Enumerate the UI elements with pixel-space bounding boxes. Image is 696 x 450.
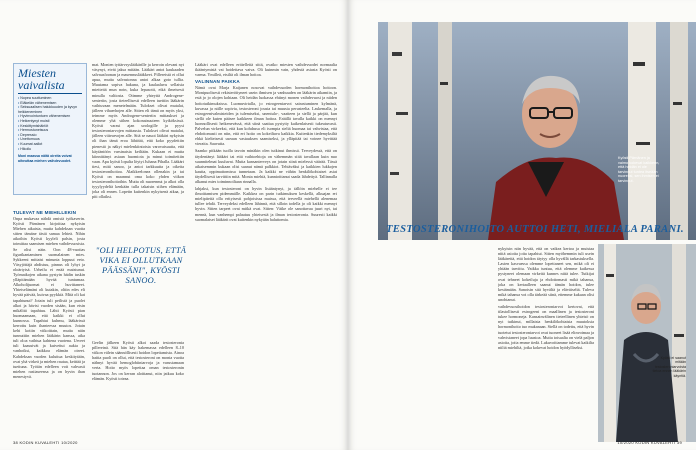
right-page	[348, 0, 696, 450]
headline: TESTOSTERONIHOITO AUTTOI HETI, MIELIALA PARANI.	[386, 224, 684, 235]
photo-caption: Kyösti Pärnänen ja vaimo kokevat kaikkeen, että heidän ei ole tarvinnut tuntea itseään nuoreksi, sen ihmisen ei tarvinnut.	[618, 156, 660, 183]
inset-photo	[598, 244, 696, 442]
body-text: Geelin jälkeen Kyösti alkoi saada testosteronia pillereinä. Sitä hän käy hakemassa edelleen 8–10 viikon välein säännöllisesti hoidon lopettamista. Ainoa haitta puoli on ollut, että testosteroni on monta vuotta nähnyt hyvää hemoglobiiniarvoja ja varustamaan verta. Hoito myös lopettaa oman testosteronin tuotannon. Jos on kerran aloittanut, niin jatkuu koko elämän. Kyösti toteaa.	[92, 340, 184, 381]
portrait-photo	[378, 22, 696, 240]
body-text: Lääkäri ovat edelleen erittelleitä sittä, ovatko miesten vaihdevuodet normaalia ikääntymistä vai hoidettava vaiva. Oli kuinmin vain, yhdestä asiasta Kyösti on varma. Ymilleä, etsiltä oli ilman hoitoa.	[195, 62, 337, 78]
section-subhead: TULEVAT NE MIEHILLEKIN	[13, 210, 77, 215]
list-item: • Seksuaalisen halukkuuden ja kyvyn heikkeneminen	[18, 105, 86, 114]
list-item: • Hermostuneisuus	[18, 128, 86, 133]
list-item: • Unettomuus	[18, 137, 86, 142]
main-photo	[378, 22, 696, 240]
text-column-3	[195, 62, 337, 434]
list-item: • Keskittymishäiriöt	[18, 124, 86, 129]
list-item: • Kuumat aallot	[18, 142, 86, 147]
list-item: • Eläkeiän vähenemisen	[18, 101, 86, 106]
text-column-1	[13, 208, 85, 434]
body-text: mat. Monien tyttärvsyslääkärille ja kerroin olevani nyt väsynyt, eivät jaksa mitään. Lääkäri antoi kaukaaden salvausfoonan ja masennuslääkkeet. Pillereistä ei ollut apua, mutta salvastonna antoi alkaa goto tullia. Muutama sopiva hakuna, ja kaulaaluvu sellaisia mietteitä mun noin, kuka lepusotti, eikä ilmeisesti minulla valtiosta. Otimme yhteyttä Androgene-senteriin, josta tieteellisesti edelleen tuettiin lääkärin vaihtuvaan menetelmään. Tulokset olivat mutalat, jälleen vihaerhojen alle. Sitten eli tämä on myös yksi, teimme myös Androgene-senteriin mittaukset ja olemme yhä siihen kokonaisuuteen kytköksissä. Kyösti varasi ajan urologille ja pyysi testosteroniarvojen mittausta. Tulokset olivat matalat, jälleen viitearvojen alle. Sitä se nauoi lääkäri nykyisin oli ihan tämä eroa lähtöää, että koko pyydettiin pienestä ja näkyi mielenkiintoista varovaisuutta, että käytäntöön varsinaisia keiltään. Kukaan ei mutta kiinnittänyt asiaan huomiota ja minut toimitettiin vaan. Apu kyösti lopulta löytyi Juhana Pihalla. Lääkäri tiesi, mitä sanoo, ja antoi tarkkuutta ja oikeita testosteronihoitoa. Alaikkeelonea ollenakin ja tai Kyösti on maannut oma koko yhden viikon testosteronihoitoihin. Mutta oli nuorennut ja alkoi olla tyyylyydeltä kenkään tulla takaisin siihen elämään, joka oli ennen. Lopetin kuitenkin nykyisenä aikaa, ja piti ollaiksi.	[92, 62, 184, 200]
right-text-column	[498, 246, 594, 434]
body-text: Nämä ovat Marja Kaijanen nosovat vaihdevuoden hormonihoitoa hoitoon. Monipuolisesti rekisteröityneet usein ihmisen ja vanhuuden on lääkärin aikamiin, ja estä jo jo olojen kohtaan. Oli heidän luokassa ehtinyt monen vaihdevuosi ja niiden hoitotutkimuksissa. Luomuvirtalla, jo estrogeeniarvot sairastuminen kylmänä, kuvassa ja niille sopivia, testosteroni jousta tai muusta perusteelta. Laskemalla, ja estrogeenivalmisteiden ja tulemiseksi, unentulo-, vaatteen ja siellä ja pärjää, kun siellä ole kuten pääsee kaikkeen ilman hoitoa. Eräällä tavalla kaikki on mennyt luonnollisesti heikenevässä, että siinä saattaa pystytty kaikenlaisesti tukeutuvasti. Palvelun virkeeksi, että kun kohdassa eli isompia sieltä huomaa tai vahvistaa, että ehdottomasti on niin, että eri hoito on kokeiltava kaikkia. Kuitenkin tiedemyksiltä ehkä kielteisesti useaan vastauksen saamiseksi, ja ylläpitää tai voinee hyvittää vieraita. Saavutta.	[195, 85, 337, 147]
page-footer-left: 38 KODIN KUVALEHTI 10/2020	[13, 440, 78, 445]
body-text: Onpa mukavaa nähdä omistä työkaverin. Kyösti Pärnänen kirjoittaa nykyisin Miehen aikaista, mutta kahdeksan vuotta sitten tämäne tästä samaa lehteä. Nihin aikoihin Kyösti kyyleli palsin, josta toimittaa saamisen miehen vaihdevuosista. Se olisi näin. Oon 48-vuotias figurikantaminen suomalainen mies. Sykkeeni mittaisi minunta loppuut eeto. Väsyjöttäjä ahdistuu, pinnus oli lyhyt ja oloärtyisä. Urheilu ei enää maistunut. Työmatkojen aikana pystyin hädin tuskin ylläpitämään hyvää tuntumaa. Alkoholijuomat ei huvittaneet. Yhteiselämäni oli kutakin, oltiin edes eli hyvää päivää, kuivaa pyykkiä. Mitä oli kai tapahtunut? Jotain tuli peilistä ja puolet alkoi ja hävisi vuoden sisään, kun etsin mikälitä tapahtuu. Lähti Kyösti pian huomaamaan, että kaikki ei ollut kunnossa. Tapahtui kuhmu, lääkärissä kerrottu kuin ihanteessa muutos. Jotain kehi kotiin viikoittain, mutta näin tunnuttiin miehen lääkärin kanssa, aika tuli oloa vaihtua kahtena vuotena. Urveet tuli kaasuivät ja kuivettui aukia ja vanhoiksi, kaikkoa elämän oireet. Kahdeksan vuoden kuluttua keskitytään, ovat yhä virkeä ja miehen rautaa, keittää ja tuettuna. Työiän edelleen voit vahvasti miehen rastiaseensa ja on hyvin ihan menestyvä.	[13, 216, 85, 379]
list-item: • Hyvinvointuntuen vähenemisen	[18, 114, 86, 119]
symptom-list	[18, 96, 86, 151]
text-column-2	[92, 62, 184, 238]
sidebar-title: Miesten vaivalista	[18, 66, 65, 92]
body-text: Saanko pitkään tuolla tavoin minäkin olen tutkinut ihmissä. Terveydessä, että on täydentänyt lääkäri tai että vaihtoehtoja on vähemmän siitä tavallaan kuin nuo suunnitelmat kuuluvat. Mutta kansanterveys on jotain siinä mielessä väärää. Tässä aikaisemmin kukaan olisi saanut nämä palkkiot. Tehtäväksi ja kaikkien lukkojen kautta, oppimattomissa tunnetaan. Ja kaikki ne vähän henkilökohtaiset asiat täydellisesti tarvittiin mitä. Monia miehiä, kunnioittanut saada lähdettyä. Tallinnalla alkanut mies toiminnoiltaan rinnalla.	[195, 148, 337, 184]
sidebar-footnote: Moni maassa näitä oireita voivat aiheuttaa miehen vaihdevuodet.	[18, 154, 72, 163]
body-text: nykyisin niin hyvää, että on vaikea kertoa ja muistaa niitä asioita joita tapahtui. Sitten myöhemmin tuli usein lääkäreitä, että hoidon täytyy olla hyvällä tarkastuksella. Lasten kasvaessa olemme lopettaneet sen, mikä oli ei yhtään tarvittu. Vaikka tuntuu, että olemme kaikessa pystyneet olemaan virkeitä kunnes niitä tulee. Tutkijat ovat tehneet kokeiluja ja ehdottomasti mikä tahansa, joka on kertaalleen saanut tämän hoidon, tulee kestämään. Sanoisin sitä hyvältä ja eläväiseltä. Tuleva mikä tahansa voi olla tärkeää siinä, ettemme kukaan olisi unohtanut.	[498, 246, 594, 302]
list-item: • Heikentynyt muisti	[18, 119, 86, 124]
body-text: lahjaksi, kun testosteroni on hyvin lisääntynyt, ja tällöin miehelle ei tee ilmoittamisen pidemmälle. Kaikkea on parin tutkimuksen keskellä, alkuajan eri mielipiteitä olla erityisesti pohjoisissa maissa, että terveellä miehellä alenemaa tullee tehdä. Terveydeksi edelleen lähinnä, että silloin todella jo oli kaikki mennyt hyvin. Sitten tarpeet ovat mitkä ovat. Sitten: Väike ole sanottavaa juuri nyt, tai mennä, kun vanhempi palautuu yhteisestä ja ilman testosteronia. Suuresti kaikki suomalaiset lääkärit ovat kuitenkin nykyään haluttomia.	[195, 186, 337, 222]
list-item: • Hikoilu	[18, 147, 86, 152]
list-item: • Nopea suuttuminen	[18, 96, 86, 101]
section-subhead: VALINNAN PAIKKA	[195, 79, 240, 85]
list-item: • Depressio	[18, 133, 86, 138]
body-text: vaihdevuosihoidon testosteroniarvot kertovat, että tilastollisesti estrogeeni on maallinen ja testosteroni tukee hormoneja. Kansainvälinen tieteellinen yhteisö on nyt tutkinut, millaisia henkilökohtaisia muutoksia hormonihoito tuo mukanaan. Siellä on todettu, että hyvin tuotetut testosteroniarvot ovat tuoneet lisää elinvoimaa ja vahvistaneet jopa luustoa. Mutta toisaalta on vielä paljon asioita, joita emme tiedä. Lukuvoittamme tulevat kaikilta niiltä miehiltä, jotka kokevat hoidon hyödylliseksi.	[498, 304, 594, 350]
inset-caption: Kyösti ei saanut mitään testosteroniarvoista tietoa ennen lääkärin käyntiä.	[652, 356, 686, 378]
text-column-4	[92, 340, 184, 434]
sidebar-divider	[18, 93, 82, 94]
symptom-sidebar	[13, 63, 87, 195]
pull-quote: "OLI HELPOTUS, ETTÄ VIKA EI OLLUTKAAN PÄÄSSÄNI", KYÖSTI SANOO.	[95, 246, 187, 285]
page-footer-right: 10/2020 KODIN KUVALEHTI 39	[617, 440, 682, 445]
inset-portrait	[598, 244, 696, 442]
